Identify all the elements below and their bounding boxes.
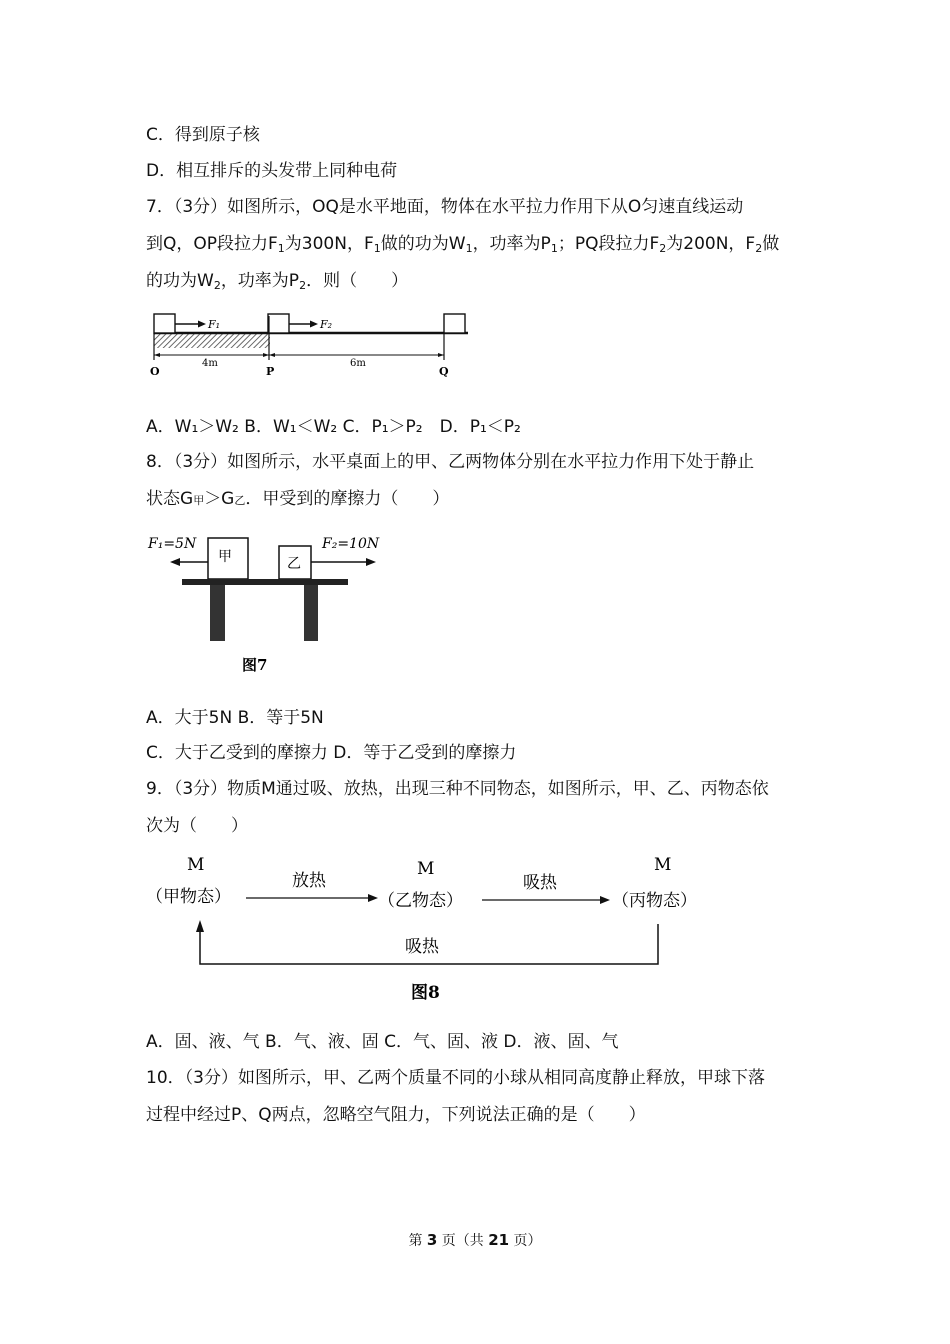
label-yi: 乙 xyxy=(287,556,301,572)
q8-text: 状态G xyxy=(146,489,194,509)
q8-subscript: 乙 xyxy=(234,494,246,507)
question-8-line-2 xyxy=(146,488,449,512)
total-pages: 21 xyxy=(488,1231,510,1249)
subscript: 2 xyxy=(213,279,221,292)
arrow-yi-to-bing-head xyxy=(600,896,610,904)
subscript: 1 xyxy=(277,242,285,255)
label-jia-state: （甲物态） xyxy=(146,887,231,907)
question-9-options: A．固、液、气 B．气、液、固 C．气、固、液 D．液、固、气 xyxy=(146,1032,619,1052)
block-q xyxy=(444,314,465,333)
table-leg-right xyxy=(304,585,318,641)
q7-text: 为300N，F xyxy=(284,234,374,254)
q7-text: ，功率为P xyxy=(472,234,551,254)
footer-text: 页（共 xyxy=(437,1233,489,1249)
label-f1: F₁ xyxy=(208,318,221,331)
label-4m: 4m xyxy=(202,358,218,369)
q7-text: ；PQ段拉力F xyxy=(557,234,660,254)
label-f1: F₁=5N xyxy=(148,536,197,552)
figure-8-caption: 图8 xyxy=(411,983,440,1003)
label-f2: F₂ xyxy=(320,318,333,331)
question-10-line-1: 10．（3分）如图所示，甲、乙两个质量不同的小球从相同高度静止释放，甲球下落 xyxy=(146,1068,765,1088)
dim-arrow xyxy=(269,353,275,357)
label-q: Q xyxy=(439,365,449,378)
question-7-line-1: 7．（3分）如图所示，OQ是水平地面，物体在水平拉力作用下从O匀速直线运动 xyxy=(146,197,744,217)
q7-text: 为200N，F xyxy=(666,234,756,254)
q8-figure xyxy=(144,528,380,678)
hatched-ground xyxy=(154,333,270,348)
q8-text: ．甲受到的摩擦力（ ） xyxy=(245,489,450,509)
label-xi-re-1: 吸热 xyxy=(523,873,557,893)
subscript: 2 xyxy=(755,242,763,255)
question-8-line-1: 8．（3分）如图所示，水平桌面上的甲、乙两物体分别在水平拉力作用下处于静止 xyxy=(146,452,755,472)
q8-subscript: 甲 xyxy=(193,494,205,507)
label-m-bing: M xyxy=(654,855,672,875)
figure-7-caption: 图7 xyxy=(242,656,268,674)
label-jia: 甲 xyxy=(218,549,232,565)
footer-text: 第 xyxy=(408,1233,427,1249)
subscript: 1 xyxy=(550,242,558,255)
question-8-option-ab: A．大于5N B．等于5N xyxy=(146,708,324,728)
page-footer xyxy=(0,1230,950,1250)
q8-text: ＞G xyxy=(204,489,235,509)
force-arrow-f1-head xyxy=(170,558,180,566)
subscript: 2 xyxy=(299,279,307,292)
table-leg-left xyxy=(210,585,225,641)
label-o: O xyxy=(150,365,160,378)
force-arrow-f2-head xyxy=(310,321,318,328)
label-f2: F₂=10N xyxy=(322,536,380,552)
arrow-jia-to-yi-head xyxy=(368,894,378,902)
subscript: 1 xyxy=(465,242,473,255)
label-6m: 6m xyxy=(350,358,366,369)
q7-text: 做 xyxy=(762,234,780,254)
label-m-yi: M xyxy=(417,859,435,879)
dim-arrow xyxy=(154,353,160,357)
force-arrow-f2-head xyxy=(366,558,376,566)
question-7-line-3 xyxy=(146,270,408,292)
page-number: 3 xyxy=(426,1231,438,1249)
footer-text: 页） xyxy=(509,1233,542,1249)
option-d-q6: D．相互排斥的头发带上同种电荷 xyxy=(146,161,398,181)
q7-text: 到Q，OP段拉力F xyxy=(146,234,278,254)
label-yi-state: （乙物态） xyxy=(378,891,463,911)
q7-figure xyxy=(146,308,476,378)
label-xi-re-2: 吸热 xyxy=(405,937,439,957)
question-9-line-2: 次为（ ） xyxy=(146,816,248,836)
option-c-q6: C．得到原子核 xyxy=(146,125,260,145)
q7-text: ．则（ ） xyxy=(306,271,409,291)
q7-text: 做的功为W xyxy=(380,234,466,254)
table-top xyxy=(182,579,348,585)
q7-text: 的功为W xyxy=(146,271,214,291)
q9-figure xyxy=(146,850,726,1010)
label-fang-re: 放热 xyxy=(292,871,326,891)
dim-arrow xyxy=(438,353,444,357)
q7-text: ，功率为P xyxy=(220,271,300,291)
label-bing-state: （丙物态） xyxy=(612,891,697,911)
question-7-line-2 xyxy=(146,233,779,255)
block-p xyxy=(268,314,289,333)
question-8-option-cd: C．大于乙受到的摩擦力 D．等于乙受到的摩擦力 xyxy=(146,743,517,763)
label-p: P xyxy=(266,365,275,378)
question-7-options: A．W₁＞W₂ B．W₁＜W₂ C．P₁＞P₂ D．P₁＜P₂ xyxy=(146,417,521,437)
block-o xyxy=(154,314,175,333)
dim-arrow xyxy=(263,353,269,357)
subscript: 1 xyxy=(373,242,381,255)
subscript: 2 xyxy=(659,242,667,255)
arrow-bing-to-jia-head xyxy=(196,920,204,932)
label-m-jia: M xyxy=(187,855,205,875)
question-10-line-2: 过程中经过P、Q两点，忽略空气阻力，下列说法正确的是（ ） xyxy=(146,1105,646,1125)
force-arrow-f1-head xyxy=(198,321,206,328)
question-9-line-1: 9．（3分）物质M通过吸、放热，出现三种不同物态，如图所示，甲、乙、丙物态依 xyxy=(146,779,769,799)
